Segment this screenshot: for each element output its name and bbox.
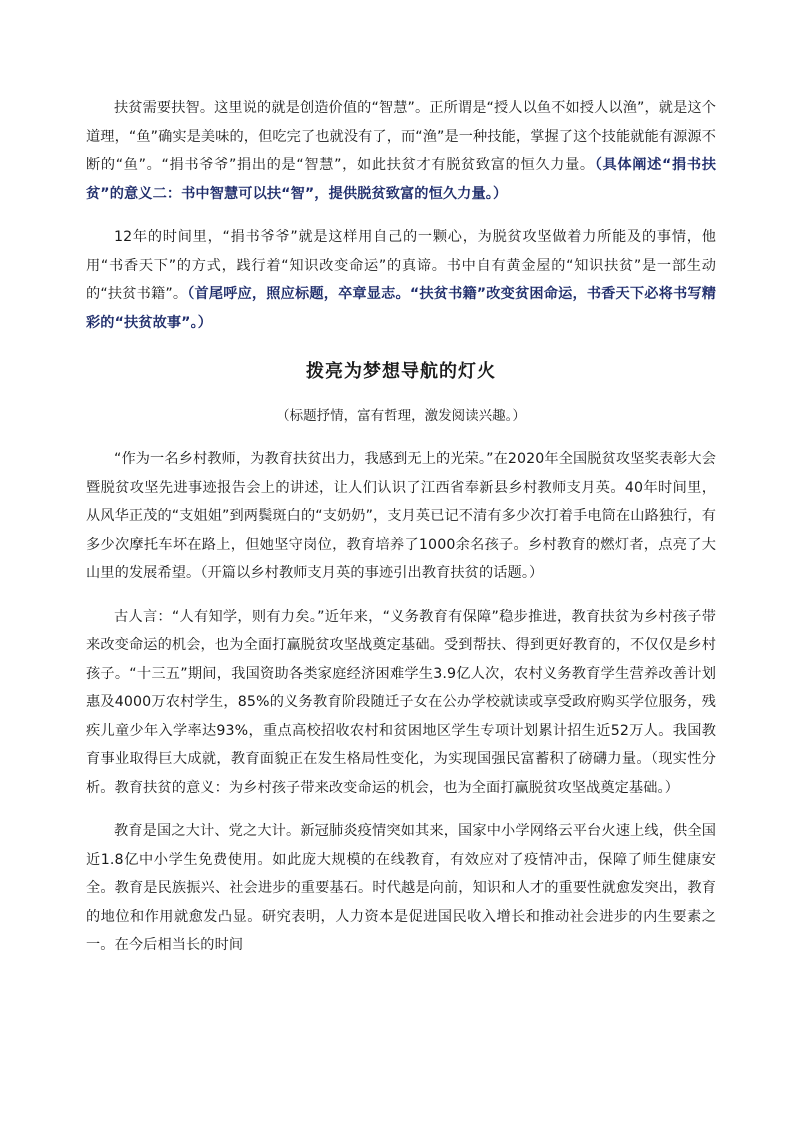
paragraph-zhi-yueying	[86, 445, 716, 588]
analysis-note: （具体阐述“捐书扶贫”的意义二：书中智慧可以扶“智”，提供脱贫致富的恒久力量。）	[86, 157, 716, 202]
paragraph-text: 古人言：“人有知学，则有力矣。”近年来，“义务教育有保障”稳步推进，教育扶贫为乡村孩子带来改变命运的机会，也为全面打赢脱贫攻坚战奠定基础。受到帮扶、得到更好教育的，不仅仅是乡村孩子。“十三五”期间，我国资助各类家庭经济困难学生3.9亿人次，农村义务教育学生营养改善计划惠及4000万农村学生，85%的义务教育阶段随迁子女在公办学校就读或享受政府购买学位服务，残疾儿童少年入学率达93%，重点高校招收农村和贫困地区学生专项计划累计招生近52万人。我国教育事业取得巨大成就，教育面貌正在发生格局性变化，为实现国强民富蓄积了磅礴力量。	[86, 608, 716, 767]
document-page	[86, 94, 716, 960]
paragraph-text: 扶贫需要扶智。这里说的就是创造价值的“智慧”。正所谓是“授人以鱼不如授人以渔”，就是这个道理，“鱼”确实是美味的，但吃完了也就没有了，而“渔”是一种技能，掌握了这个技能就能有源源不断的“鱼”。“捐书爷爷”捐出的是“智慧”，如此扶贫才有脱贫致富的恒久力量。	[86, 100, 716, 173]
paragraph-text: 教育是国之大计、党之大计。新冠肺炎疫情突如其来，国家中小学网络云平台火速上线，供全国近1.8亿中小学生免费使用。如此庞大规模的在线教育，有效应对了疫情冲击，保障了师生健康安全。教育是民族振兴、社会进步的重要基石。时代越是向前，知识和人才的重要性就愈发突出，教育的地位和作用就愈发凸显。研究表明，人力资本是促进国民收入增长和推动社会进步的内生要素之一。在今后相当长的时间	[86, 823, 716, 953]
article-subtitle-note: （标题抒情，富有哲理，激发阅读兴趣。）	[276, 408, 526, 424]
article-title: 拨亮为梦想导航的灯火	[306, 361, 496, 382]
paragraph-twelve-years	[86, 223, 716, 337]
analysis-note: （开篇以乡村教师支月英的事迹引出教育扶贫的话题。）	[200, 565, 544, 581]
paragraph-education-national-plan	[86, 817, 716, 960]
paragraph-text: 12年的时间里，“捐书爷爷”就是这样用自己的一颗心，为脱贫攻坚做着力所能及的事情，他用“书香天下”的方式，践行着“知识改变命运”的真谛。书中自有黄金屋的“知识扶贫”是一部生动的“扶贫书籍”。	[86, 229, 716, 302]
paragraph-text: “作为一名乡村教师，为教育扶贫出力，我感到无上的光荣。”在2020年全国脱贫攻坚奖表彰大会暨脱贫攻坚先进事迹报告会上的讲述，让人们认识了江西省奉新县乡村教师支月英。40年时间里，从风华正茂的“支姐姐”到两鬓斑白的“支奶奶”，支月英已记不清有多少次打着手电筒在山路独行，有多少次摩托车坏在路上，但她坚守岗位，教育培养了1000余名孩子。乡村教育的燃灯者，点亮了大山里的发展希望。	[86, 451, 716, 581]
analysis-note: （现实性分析。教育扶贫的意义：为乡村孩子带来改变命运的机会，也为全面打赢脱贫攻坚战奠定基础。）	[86, 751, 716, 796]
paragraph-ancient-saying	[86, 603, 716, 803]
analysis-note: （首尾呼应，照应标题，卒章显志。“扶贫书籍”改变贫困命运，书香天下必将书写精彩的“扶贫故事”。）	[86, 286, 716, 331]
paragraph-wisdom	[86, 94, 716, 208]
